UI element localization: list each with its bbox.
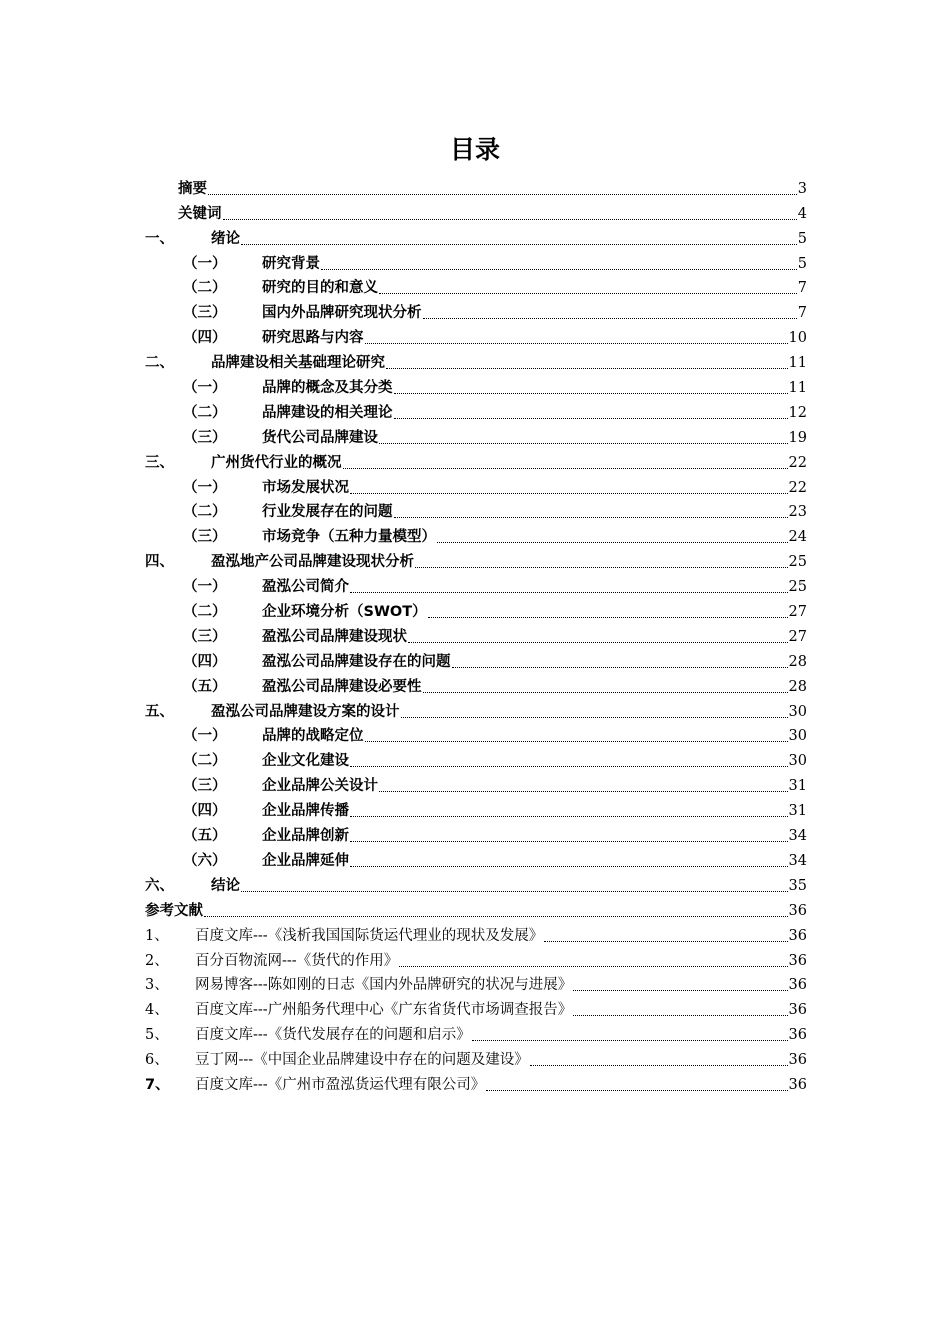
toc-entry-label: 参考文献 bbox=[145, 902, 203, 919]
toc-entry-label: 市场竞争（五种力量模型） bbox=[262, 529, 436, 546]
dot-leader bbox=[321, 269, 797, 270]
toc-entry-label: 品牌建设的相关理论 bbox=[262, 404, 393, 421]
toc-entry-page-number: 36 bbox=[788, 1002, 807, 1019]
toc-entry-number: 三、 bbox=[145, 454, 174, 471]
toc-entry-number: （二） bbox=[183, 504, 227, 521]
toc-entry-number: 6、 bbox=[145, 1052, 169, 1069]
dot-leader bbox=[350, 493, 788, 494]
toc-entry[interactable] bbox=[145, 348, 807, 373]
toc-entry-number: （二） bbox=[183, 404, 227, 421]
toc-entry-number: （三） bbox=[183, 429, 227, 446]
toc-entry-number: （一） bbox=[183, 380, 227, 397]
toc-entry-label: 广州货代行业的概况 bbox=[211, 454, 342, 471]
toc-entry-label: 盈泓地产公司品牌建设现状分析 bbox=[211, 554, 414, 571]
page-title: 目录 bbox=[449, 135, 500, 164]
toc-entry-page-number: 22 bbox=[788, 479, 807, 496]
dot-leader bbox=[379, 293, 797, 294]
toc-entry-page-number: 24 bbox=[788, 529, 807, 546]
toc-entry-number: 四、 bbox=[145, 554, 174, 571]
toc-entry-label: 企业文化建设 bbox=[262, 753, 349, 770]
toc-entry-label: 百度文库---广州船务代理中心《广东省货代市场调查报告》 bbox=[195, 1002, 573, 1019]
toc-entry-page-number: 31 bbox=[788, 778, 807, 795]
toc-entry-label: 货代公司品牌建设 bbox=[262, 429, 378, 446]
toc-entry-number: （三） bbox=[183, 529, 227, 546]
toc-entry-label: 研究思路与内容 bbox=[262, 330, 364, 347]
toc-entry-page-number: 30 bbox=[788, 703, 807, 720]
toc-entry[interactable] bbox=[145, 697, 807, 722]
toc-entry-label: 国内外品牌研究现状分析 bbox=[262, 305, 422, 322]
toc-entry-number: 一、 bbox=[145, 230, 174, 247]
toc-entry-number: 4、 bbox=[145, 1002, 169, 1019]
dot-leader bbox=[241, 244, 797, 245]
toc-entry[interactable] bbox=[145, 274, 807, 299]
dot-leader bbox=[486, 1090, 787, 1091]
toc-entry[interactable] bbox=[145, 224, 807, 249]
toc-entry[interactable] bbox=[145, 298, 807, 323]
toc-entry-page-number: 34 bbox=[788, 852, 807, 869]
toc-entry[interactable] bbox=[145, 597, 807, 622]
toc-entry-number: （三） bbox=[183, 778, 227, 795]
toc-entry-number: 六、 bbox=[145, 877, 174, 894]
dot-leader bbox=[399, 966, 787, 967]
dot-leader bbox=[386, 368, 788, 369]
toc-entry-label: 盈泓公司简介 bbox=[262, 579, 349, 596]
toc-entry[interactable] bbox=[145, 448, 807, 473]
toc-entry-page-number: 36 bbox=[788, 977, 807, 994]
toc-entry-label: 摘要 bbox=[178, 180, 207, 197]
toc-entry[interactable] bbox=[145, 522, 807, 547]
toc-entry[interactable] bbox=[145, 572, 807, 597]
toc-entry-label: 市场发展状况 bbox=[262, 479, 349, 496]
toc-entry-page-number: 7 bbox=[797, 305, 807, 322]
toc-entry-page-number: 7 bbox=[797, 280, 807, 297]
dot-leader bbox=[452, 667, 788, 668]
toc-entry-page-number: 27 bbox=[788, 604, 807, 621]
toc-entry-number: （四） bbox=[183, 330, 227, 347]
toc-entry[interactable] bbox=[145, 1070, 807, 1095]
toc-entry-label: 盈泓公司品牌建设现状 bbox=[262, 628, 407, 645]
toc-entry-label: 企业环境分析（SWOT） bbox=[262, 604, 427, 621]
toc-entry-label: 品牌的战略定位 bbox=[262, 728, 364, 745]
toc-entry-label: 企业品牌延伸 bbox=[262, 852, 349, 869]
toc-entry-label: 品牌的概念及其分类 bbox=[262, 380, 393, 397]
dot-leader bbox=[437, 542, 788, 543]
toc-entry-page-number: 36 bbox=[788, 1076, 807, 1093]
toc-entry[interactable] bbox=[145, 498, 807, 523]
dot-leader bbox=[394, 517, 788, 518]
toc-entry-label: 行业发展存在的问题 bbox=[262, 504, 393, 521]
toc-entry-page-number: 25 bbox=[788, 579, 807, 596]
toc-entry-number: （一） bbox=[183, 579, 227, 596]
toc-entry-number: 1、 bbox=[145, 927, 169, 944]
dot-leader bbox=[350, 816, 788, 817]
dot-leader bbox=[401, 717, 788, 718]
toc-entry-page-number: 25 bbox=[788, 554, 807, 571]
toc-entry[interactable] bbox=[145, 249, 807, 274]
toc-entry[interactable] bbox=[145, 199, 807, 224]
dot-leader bbox=[423, 318, 797, 319]
dot-leader bbox=[428, 617, 788, 618]
toc-entry[interactable] bbox=[145, 946, 807, 971]
dot-leader bbox=[343, 468, 788, 469]
dot-leader bbox=[408, 642, 788, 643]
toc-entry-number: （五） bbox=[183, 678, 227, 695]
toc-entry[interactable] bbox=[145, 871, 807, 896]
toc-entry[interactable] bbox=[145, 771, 807, 796]
dot-leader bbox=[365, 741, 788, 742]
toc-entry-number: （一） bbox=[183, 728, 227, 745]
toc-entry-label: 研究的目的和意义 bbox=[262, 280, 378, 297]
dot-leader bbox=[530, 1065, 788, 1066]
toc-entry-page-number: 27 bbox=[788, 628, 807, 645]
toc-entry-number: （二） bbox=[183, 604, 227, 621]
toc-entry-page-number: 36 bbox=[788, 952, 807, 969]
toc-entry-label: 百度文库---《货代发展存在的问题和启示》 bbox=[195, 1027, 471, 1044]
toc-entry[interactable] bbox=[145, 174, 807, 199]
toc-entry[interactable] bbox=[145, 796, 807, 821]
toc-entry-number: （二） bbox=[183, 280, 227, 297]
toc-entry-label: 结论 bbox=[211, 877, 240, 894]
toc-entry[interactable] bbox=[145, 473, 807, 498]
dot-leader bbox=[394, 393, 788, 394]
toc-entry[interactable] bbox=[145, 1045, 807, 1070]
toc-entry-label: 绪论 bbox=[211, 230, 240, 247]
toc-entry-number: （四） bbox=[183, 803, 227, 820]
toc-entry-page-number: 11 bbox=[788, 380, 807, 397]
toc-entry-number: 二、 bbox=[145, 355, 174, 372]
toc-entry-page-number: 28 bbox=[788, 653, 807, 670]
toc-entry-label: 企业品牌传播 bbox=[262, 803, 349, 820]
table-of-contents bbox=[145, 174, 807, 1095]
toc-entry-label: 盈泓公司品牌建设必要性 bbox=[262, 678, 422, 695]
dot-leader bbox=[379, 791, 788, 792]
dot-leader bbox=[350, 866, 788, 867]
toc-entry-page-number: 12 bbox=[788, 404, 807, 421]
dot-leader bbox=[379, 443, 788, 444]
toc-entry-page-number: 36 bbox=[788, 902, 807, 919]
toc-entry-number: （六） bbox=[183, 852, 227, 869]
dot-leader bbox=[350, 766, 788, 767]
toc-entry-number: （三） bbox=[183, 305, 227, 322]
toc-entry[interactable] bbox=[145, 846, 807, 871]
toc-entry-number: （四） bbox=[183, 653, 227, 670]
dot-leader bbox=[223, 219, 797, 220]
dot-leader bbox=[573, 1015, 787, 1016]
dot-leader bbox=[394, 418, 788, 419]
toc-entry[interactable] bbox=[145, 373, 807, 398]
dot-leader bbox=[544, 941, 787, 942]
dot-leader bbox=[423, 692, 788, 693]
toc-entry-label: 盈泓公司品牌建设存在的问题 bbox=[262, 653, 451, 670]
toc-entry[interactable] bbox=[145, 722, 807, 747]
toc-entry-label: 关键词 bbox=[178, 205, 222, 222]
toc-entry[interactable] bbox=[145, 971, 807, 996]
toc-entry[interactable] bbox=[145, 423, 807, 448]
toc-entry[interactable] bbox=[145, 896, 807, 921]
toc-entry-label: 豆丁网---《中国企业品牌建设中存在的问题及建设》 bbox=[195, 1052, 529, 1069]
toc-entry[interactable] bbox=[145, 921, 807, 946]
toc-entry-page-number: 22 bbox=[788, 454, 807, 471]
toc-entry-number: （二） bbox=[183, 753, 227, 770]
toc-entry-page-number: 23 bbox=[788, 504, 807, 521]
dot-leader bbox=[472, 1040, 788, 1041]
toc-entry-label: 企业品牌创新 bbox=[262, 828, 349, 845]
toc-entry-page-number: 19 bbox=[788, 429, 807, 446]
toc-entry-page-number: 36 bbox=[788, 1027, 807, 1044]
toc-entry-number: （三） bbox=[183, 628, 227, 645]
toc-entry[interactable] bbox=[145, 995, 807, 1020]
dot-leader bbox=[573, 990, 787, 991]
toc-entry[interactable] bbox=[145, 547, 807, 572]
toc-entry-page-number: 36 bbox=[788, 1052, 807, 1069]
toc-entry-page-number: 30 bbox=[788, 728, 807, 745]
toc-entry-page-number: 4 bbox=[797, 205, 807, 222]
toc-entry-label: 百度文库---《广州市盈泓货运代理有限公司》 bbox=[195, 1076, 486, 1093]
toc-entry[interactable] bbox=[145, 746, 807, 771]
toc-entry-page-number: 30 bbox=[788, 753, 807, 770]
toc-entry[interactable] bbox=[145, 323, 807, 348]
toc-entry-label: 研究背景 bbox=[262, 255, 320, 272]
toc-entry-number: （一） bbox=[183, 479, 227, 496]
toc-entry-number: （五） bbox=[183, 828, 227, 845]
toc-entry-page-number: 35 bbox=[788, 877, 807, 894]
toc-entry[interactable] bbox=[145, 647, 807, 672]
toc-entry-label: 盈泓公司品牌建设方案的设计 bbox=[211, 703, 400, 720]
toc-entry-number: 7、 bbox=[145, 1076, 170, 1093]
toc-entry-page-number: 5 bbox=[797, 255, 807, 272]
dot-leader bbox=[350, 841, 788, 842]
dot-leader bbox=[241, 891, 788, 892]
toc-entry-page-number: 36 bbox=[788, 927, 807, 944]
toc-entry-page-number: 31 bbox=[788, 803, 807, 820]
toc-entry-page-number: 28 bbox=[788, 678, 807, 695]
toc-entry-label: 网易博客---陈如刚的日志《国内外品牌研究的状况与进展》 bbox=[195, 977, 573, 994]
toc-entry-page-number: 10 bbox=[788, 330, 807, 347]
toc-entry-number: 5、 bbox=[145, 1027, 169, 1044]
toc-entry-page-number: 5 bbox=[797, 230, 807, 247]
dot-leader bbox=[208, 194, 797, 195]
toc-entry-label: 品牌建设相关基础理论研究 bbox=[211, 355, 385, 372]
toc-entry[interactable] bbox=[145, 622, 807, 647]
toc-entry-number: 2、 bbox=[145, 952, 169, 969]
dot-leader bbox=[415, 567, 788, 568]
toc-entry[interactable] bbox=[145, 821, 807, 846]
toc-entry-number: 五、 bbox=[145, 703, 174, 720]
toc-entry-label: 百分百物流网---《货代的作用》 bbox=[195, 952, 399, 969]
toc-entry-page-number: 3 bbox=[797, 180, 807, 197]
toc-entry[interactable] bbox=[145, 1020, 807, 1045]
toc-entry-number: （一） bbox=[183, 255, 227, 272]
dot-leader bbox=[204, 916, 788, 917]
toc-entry-page-number: 34 bbox=[788, 828, 807, 845]
toc-entry-label: 百度文库---《浅析我国国际货运代理业的现状及发展》 bbox=[195, 927, 544, 944]
toc-entry[interactable] bbox=[145, 672, 807, 697]
toc-entry-label: 企业品牌公关设计 bbox=[262, 778, 378, 795]
dot-leader bbox=[350, 592, 788, 593]
toc-entry-page-number: 11 bbox=[788, 355, 807, 372]
toc-entry-number: 3、 bbox=[145, 977, 169, 994]
dot-leader bbox=[365, 343, 788, 344]
toc-entry[interactable] bbox=[145, 398, 807, 423]
